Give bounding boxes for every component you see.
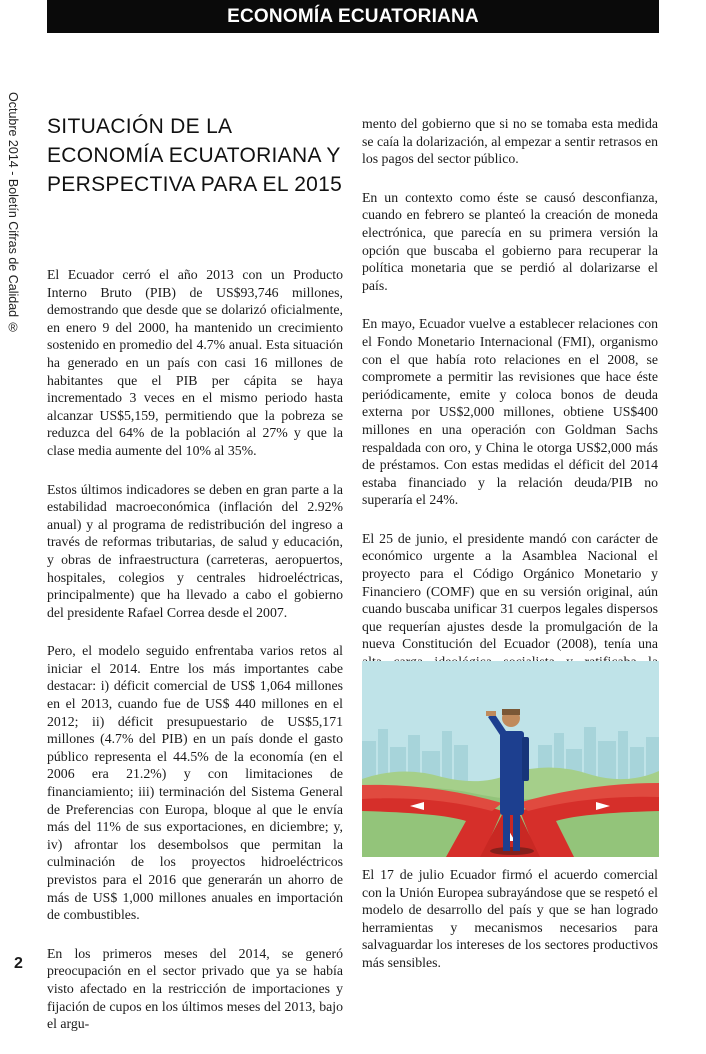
paragraph: Pero, el modelo seguido enfrentaba varios retos al iniciar el 2014. Entre los más importantes cabe destacar: i) déficit comercial de US$ 1,064 millones en el 2013, cuando fue de US$ 440 millones en el 2012; ii) déficit presupuestario de US$5,171 millones (4.7% del PIB) en un país donde el gasto público representa el 44.5% de la economía (en el 2006 era 21.2%) y con limitaciones de financiamiento; iii) terminación del Sistema General de Preferencias con Europa, bloque al que le envía más del 11% de sus exportaciones, en diciembre; y, iv) afrontar los desembolsos que permitan la culminación de los proyectos hidroeléctricos previstos para el 2016 que generarán un ahorro de más de US$ 1,000 millones anuales en importación de combustibles. bbox=[47, 643, 343, 923]
page-number: 2 bbox=[14, 955, 23, 972]
paragraph: En mayo, Ecuador vuelve a establecer relaciones con el Fondo Monetario Internacional (FMI), organismo con el que había roto relaciones en el 2008, se compromete a permitir las revisiones que hace éste periódicamente, emite y coloca bonos de deuda externa por US$2,000 millones, obtiene US$400 millones en una operación con Goldman Sachs respaldada con oro, y China le otorga US$2,000 más de préstamos. Con estas medidas el déficit del 2014 estaba financiado y la relación deuda/PIB no superaría el 24%. bbox=[362, 316, 658, 508]
paragraph: El 17 de julio Ecuador firmó el acuerdo comercial con la Unión Europea subrayándose que se respetó el modelo de desarrollo del país y que se han logrado herramientas y mecanismos necesarios para salvaguardar los intereses de los sectores productivos más sensibles. bbox=[362, 867, 658, 970]
sidebar-publication-info: Octubre 2014 - Boletín Cifras de Calidad ® bbox=[6, 92, 20, 335]
paragraph: El 25 de junio, el presidente mandó con carácter de económico urgente a la Asamblea Nacional el proyecto para el Código Orgánico Monetario y Financiero (COMF) que en su versión original, aún cuando buscaba unificar 31 cuerpos legales dispersos que requerían ajustes desde la promulgación de la nueva Constitución del Ecuador (2008), tenía una bbox=[362, 530, 658, 652]
right-column bbox=[362, 115, 658, 709]
paragraph: En un contexto como éste se causó desconfianza, cuando en febrero se planteó la creación de moneda electrónica, que parecía en su primera versión la opción que buscaba el gobierno para recuperar la política monetaria que se perdió al dolarizarse el país. bbox=[362, 189, 658, 293]
article-title: SITUACIÓN DE LA ECONOMÍA ECUATORIANA Y PERSPECTIVA PARA EL 2015 bbox=[47, 115, 343, 196]
section-header: ECONOMÍA ECUATORIANA bbox=[47, 0, 659, 33]
crossroads-illustration bbox=[362, 661, 659, 857]
paragraph: Estos últimos indicadores se deben en gran parte a la estabilidad macroeconómica (inflación del 2.92% anual) y al programa de redistribución del ingreso a través de reformas tributarias, de salud y educación, y obras de infraestructura (carreteras, aeropuertos, hospitales, colegios y centrales hidroeléctricas, principalmente) que ha llevado a cabo el gobierno del presidente Rafael Correa desde el 2007. bbox=[47, 481, 343, 620]
paragraph: El Ecuador cerró el año 2013 con un Producto Interno Bruto (PIB) de US$93,746 millones, demostrando que desde que se dolarizó oficialmente, en enero 9 del 2000, ha mantenido un crecimiento sostenido en promedio del 4.7% anual. Esta situación ha generado en un país con casi 16 millones de habitantes que el PIB per cápita se haya incrementado 3 veces en el mismo periodo hasta alcanzar US$5,159, permitiendo que la pobreza se reduzca del 64% de la población al 27% y que la clase media aumente del 10% al 35%. bbox=[47, 267, 343, 458]
paragraph: En los primeros meses del 2014, se generó preocupación en el sector privado que ya se había visto afectado en la restricción de importaciones y fijación de cupos en los últimos meses del 2013, bajo el argu- bbox=[47, 945, 343, 1032]
right-column-bottom bbox=[362, 866, 658, 993]
paragraph: mento del gobierno que si no se tomaba esta medida se caía la dolarización, al empezar a sentir retrasos en los pagos del sector público. bbox=[362, 116, 658, 167]
left-column bbox=[47, 266, 343, 1054]
